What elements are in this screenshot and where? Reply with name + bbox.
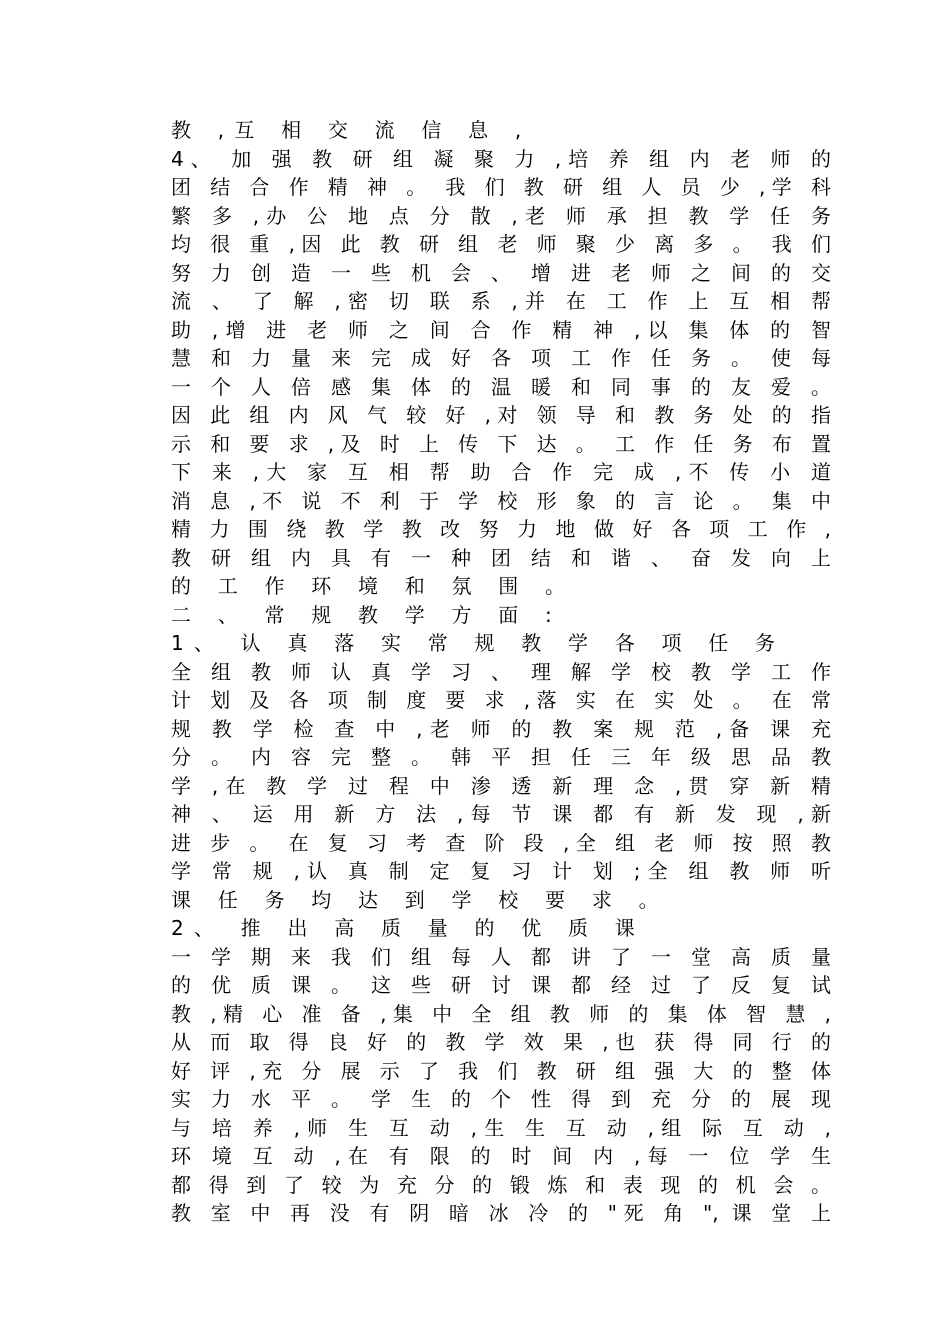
text-line: 精 力 围 绕 教 学 教 改 努 力 地 做 好 各 项 工 作 ,	[171, 517, 831, 541]
text-line: 慧 和 力 量 来 完 成 好 各 项 工 作 任 务 。 使 每	[171, 346, 831, 370]
text-line: 示 和 要 求 ,及 时 上 传 下 达 。 工 作 任 务 布 置	[171, 431, 831, 456]
text-line: 教 ,互 相 交 流 信 息 ,	[171, 118, 532, 142]
text-line: 全 组 教 师 认 真 学 习 、 理 解 学 校 教 学 工 作	[171, 659, 831, 684]
text-line: 环 境 互 动 ,在 有 限 的 时 间 内 ,每 一 位 学 生	[171, 1144, 831, 1168]
text-line: 好 评 ,充 分 展 示 了 我 们 教 研 组 强 大 的 整 体	[171, 1058, 831, 1083]
text-line: 流 、 了 解 ,密 切 联 系 ,并 在 工 作 上 互 相 帮	[171, 289, 831, 313]
text-line: 的 工 作 环 境 和 氛 围 。	[171, 574, 576, 598]
text-line: 团 结 合 作 精 神 。 我 们 教 研 组 人 员 少 ,学 科	[171, 175, 831, 199]
text-line: 繁 多 ,办 公 地 点 分 散 ,老 师 承 担 教 学 任 务	[171, 203, 831, 228]
text-line: 均 很 重 ,因 此 教 研 组 老 师 聚 少 离 多 。 我 们	[171, 232, 831, 256]
subsection-heading: 2、 推 出 高 质 量 的 优 质 课	[171, 916, 645, 940]
text-line: 的 优 质 课 。 这 些 研 讨 课 都 经 过 了 反 复 试	[171, 973, 831, 997]
text-line: 都 得 到 了 较 为 充 分 的 锻 炼 和 表 现 的 机 会 。	[171, 1172, 831, 1197]
text-line: 学 ,在 教 学 过 程 中 渗 透 新 理 念 ,贯 穿 新 精	[171, 773, 831, 798]
subsection-heading: 1、 认 真 落 实 常 规 教 学 各 项 任 务	[171, 631, 786, 655]
text-line: 计 划 及 各 项 制 度 要 求 ,落 实 在 实 处 。 在 常	[171, 688, 831, 712]
text-line: 4、 加 强 教 研 组 凝 聚 力 ,培 养 组 内 老 师 的	[171, 146, 831, 171]
text-line: 神 、 运 用 新 方 法 ,每 节 课 都 有 新 发 现 ,新	[171, 802, 831, 826]
section-heading: 二 、 常 规 教 学 方 面 :	[171, 602, 562, 627]
text-line: 教 ,精 心 准 备 ,集 中 全 组 教 师 的 集 体 智 慧 ,	[171, 1001, 831, 1026]
text-line: 从 而 取 得 良 好 的 教 学 效 果 ,也 获 得 同 行 的	[171, 1030, 831, 1054]
text-line: 一 个 人 倍 感 集 体 的 温 暖 和 同 事 的 友 爱 。	[171, 374, 831, 399]
document-body	[171, 116, 831, 1228]
text-line: 学 常 规 ,认 真 制 定 复 习 计 划 ;全 组 教 师 听	[171, 859, 831, 883]
text-line: 进 步 。 在 复 习 考 查 阶 段 ,全 组 老 师 按 照 教	[171, 830, 831, 855]
text-line: 分 。 内 容 完 整 。 韩 平 担 任 三 年 级 思 品 教	[171, 745, 831, 769]
text-line: 教 室 中 再 没 有 阴 暗 冰 冷 的 "死 角 ", 课 堂 上	[171, 1201, 831, 1225]
text-line: 下 来 ,大 家 互 相 帮 助 合 作 完 成 ,不 传 小 道	[171, 460, 831, 484]
text-line: 规 教 学 检 查 中 ,老 师 的 教 案 规 范 ,备 课 充	[171, 716, 831, 741]
text-line: 一 学 期 来 我 们 组 每 人 都 讲 了 一 堂 高 质 量	[171, 944, 831, 969]
text-line: 教 研 组 内 具 有 一 种 团 结 和 谐 、 奋 发 向 上	[171, 545, 831, 570]
text-line: 课 任 务 均 达 到 学 校 要 求 。	[171, 887, 669, 912]
text-line: 实 力 水 平 。 学 生 的 个 性 得 到 充 分 的 展 现	[171, 1087, 831, 1111]
text-line: 助 ,增 进 老 师 之 间 合 作 精 神 ,以 集 体 的 智	[171, 317, 831, 342]
text-line: 因 此 组 内 风 气 较 好 ,对 领 导 和 教 务 处 的 指	[171, 403, 831, 427]
text-line: 努 力 创 造 一 些 机 会 、 增 进 老 师 之 间 的 交	[171, 260, 831, 285]
text-line: 消 息 ,不 说 不 利 于 学 校 形 象 的 言 论 。 集 中	[171, 488, 831, 513]
text-line: 与 培 养 ,师 生 互 动 ,生 生 互 动 ,组 际 互 动 ,	[171, 1115, 831, 1140]
